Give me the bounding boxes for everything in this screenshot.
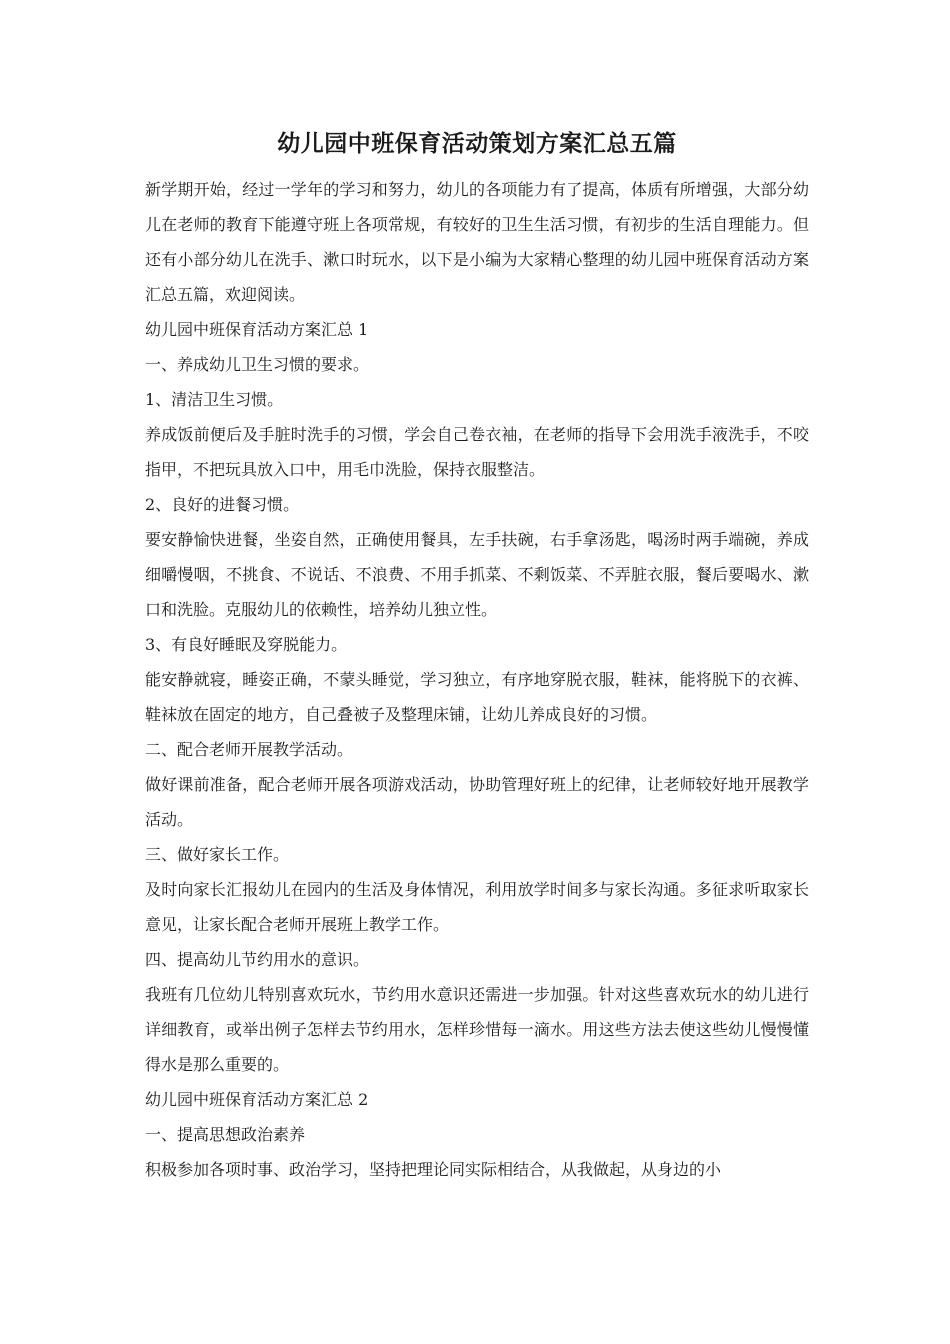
paragraph: 做好课前准备，配合老师开展各项游戏活动，协助管理好班上的纪律，让老师较好地开展教学活动。 xyxy=(145,775,809,829)
section-heading: 三、做好家长工作。 xyxy=(145,845,290,864)
paragraph: 要安静愉快进餐，坐姿自然，正确使用餐具，左手扶碗，右手拿汤匙，喝汤时两手端碗，养成细嚼慢咽，不挑食、不说话、不浪费、不用手抓菜、不剩饭菜、不弄脏衣服，餐后要喝水、漱口和洗脸。克服幼儿的依赖性，培养幼儿独立性。 xyxy=(145,530,809,619)
section-heading: 3、有良好睡眠及穿脱能力。 xyxy=(145,635,348,654)
section-heading: 一、提高思想政治素养 xyxy=(145,1125,306,1144)
document-title: 幼儿园中班保育活动策划方案汇总五篇 xyxy=(277,130,677,157)
document-page xyxy=(145,126,809,1187)
paragraph: 新学期开始，经过一学年的学习和努力，幼儿的各项能力有了提高，体质有所增强，大部分幼儿在老师的教育下能遵守班上各项常规，有较好的卫生生活习惯，有初步的生活自理能力。但还有小部分幼儿在洗手、漱口时玩水，以下是小编为大家精心整理的幼儿园中班保育活动方案汇总五篇，欢迎阅读。 xyxy=(145,180,809,304)
section-heading: 幼儿园中班保育活动方案汇总 2 xyxy=(145,1090,369,1109)
paragraph: 养成饭前便后及手脏时洗手的习惯，学会自己卷衣袖，在老师的指导下会用洗手液洗手，不咬指甲，不把玩具放入口中，用毛巾洗脸，保持衣服整洁。 xyxy=(145,425,809,479)
section-heading: 二、配合老师开展教学活动。 xyxy=(145,740,354,759)
section-heading: 四、提高幼儿节约用水的意识。 xyxy=(145,950,370,969)
paragraph: 能安静就寝，睡姿正确，不蒙头睡觉，学习独立，有序地穿脱衣服，鞋袜，能将脱下的衣裤、鞋袜放在固定的地方，自己叠被子及整理床铺，让幼儿养成良好的习惯。 xyxy=(145,670,809,724)
paragraph: 积极参加各项时事、政治学习，坚持把理论同实际相结合，从我做起，从身边的小 xyxy=(145,1160,722,1179)
section-heading: 2、良好的进餐习惯。 xyxy=(145,495,300,514)
paragraph: 我班有几位幼儿特别喜欢玩水，节约用水意识还需进一步加强。针对这些喜欢玩水的幼儿进行详细教育，或举出例子怎样去节约用水，怎样珍惜每一滴水。用这些方法去使这些幼儿慢慢懂得水是那么重要的。 xyxy=(145,985,809,1074)
section-heading: 一、养成幼儿卫生习惯的要求。 xyxy=(145,355,370,374)
paragraph: 及时向家长汇报幼儿在园内的生活及身体情况，利用放学时间多与家长沟通。多征求听取家长意见，让家长配合老师开展班上教学工作。 xyxy=(145,880,809,934)
section-heading: 1、清洁卫生习惯。 xyxy=(145,390,284,409)
section-heading: 幼儿园中班保育活动方案汇总 1 xyxy=(145,320,369,339)
document-body xyxy=(145,172,809,1187)
